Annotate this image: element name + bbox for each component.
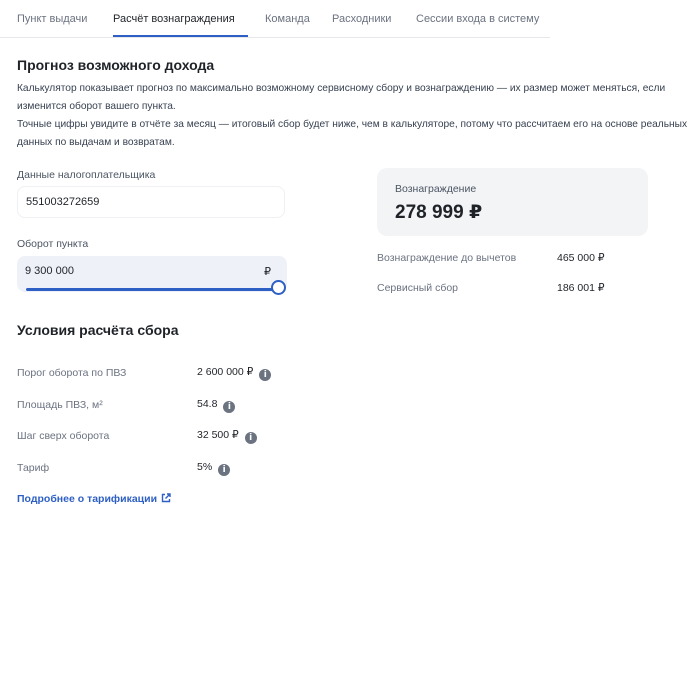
condition-value	[197, 461, 230, 476]
turnover-slider-handle[interactable]	[271, 280, 286, 295]
forecast-title: Прогноз возможного дохода	[17, 57, 215, 73]
condition-value-text: 32 500 ₽	[197, 429, 239, 441]
info-icon[interactable]: i	[259, 369, 271, 381]
forecast-description-paragraph: Калькулятор показывает прогноз по максимально возможному сервисному сбору и вознаграждению — их размер может меняться, если изменится оборот вашего пункта.	[17, 83, 666, 112]
condition-value-text: 54.8	[197, 398, 218, 410]
tabs-divider	[0, 37, 550, 38]
info-icon[interactable]: i	[218, 464, 230, 476]
tab-reward-calculation[interactable]: Расчёт вознаграждения	[113, 13, 235, 25]
condition-value	[197, 429, 257, 444]
conditions-title: Условия расчёта сбора	[17, 322, 179, 338]
condition-value-text: 2 600 000 ₽	[197, 366, 254, 378]
reward-before-deductions-label: Вознаграждение до вычетов	[377, 252, 517, 264]
turnover-value: 9 300 000	[25, 265, 74, 277]
turnover-input[interactable]	[17, 256, 287, 292]
tab-pickup-point[interactable]: Пункт выдачи	[17, 13, 88, 25]
condition-label: Шаг сверх оборота	[17, 430, 110, 442]
tab-login-sessions[interactable]: Сессии входа в систему	[416, 13, 540, 25]
turnover-label: Оборот пункта	[17, 238, 89, 250]
condition-value	[197, 366, 271, 381]
condition-value-text: 5%	[197, 461, 213, 473]
forecast-description	[17, 80, 700, 152]
taxpayer-input[interactable]: 551003272659	[17, 186, 285, 218]
reward-card	[377, 168, 648, 236]
reward-amount: 278 999 ₽	[395, 202, 483, 223]
condition-label: Площадь ПВЗ, м²	[17, 399, 103, 411]
condition-value	[197, 398, 235, 413]
condition-label: Порог оборота по ПВЗ	[17, 367, 127, 379]
reward-label: Вознаграждение	[395, 183, 477, 195]
tariff-details-link[interactable]	[17, 493, 171, 506]
info-icon[interactable]: i	[245, 432, 257, 444]
reward-before-deductions-value: 465 000 ₽	[557, 252, 605, 264]
taxpayer-label: Данные налогоплательщика	[17, 169, 156, 181]
info-icon[interactable]: i	[223, 401, 235, 413]
tab-team[interactable]: Команда	[265, 13, 310, 25]
tariff-details-link-text: Подробнее о тарификации	[17, 493, 158, 505]
turnover-currency: ₽	[264, 266, 271, 278]
turnover-slider-track[interactable]	[26, 288, 280, 291]
external-link-icon	[161, 493, 171, 506]
service-fee-label: Сервисный сбор	[377, 282, 459, 294]
condition-label: Тариф	[17, 462, 50, 474]
tab-supplies[interactable]: Расходники	[332, 13, 392, 25]
service-fee-value: 186 001 ₽	[557, 282, 605, 294]
forecast-description-paragraph: Точные цифры увидите в отчёте за месяц — итоговый сбор будет ниже, чем в калькуляторе, потому что рассчитаем его на основе реальных данных по выдачам и возвратам.	[17, 119, 688, 148]
tab-bar	[0, 0, 700, 38]
